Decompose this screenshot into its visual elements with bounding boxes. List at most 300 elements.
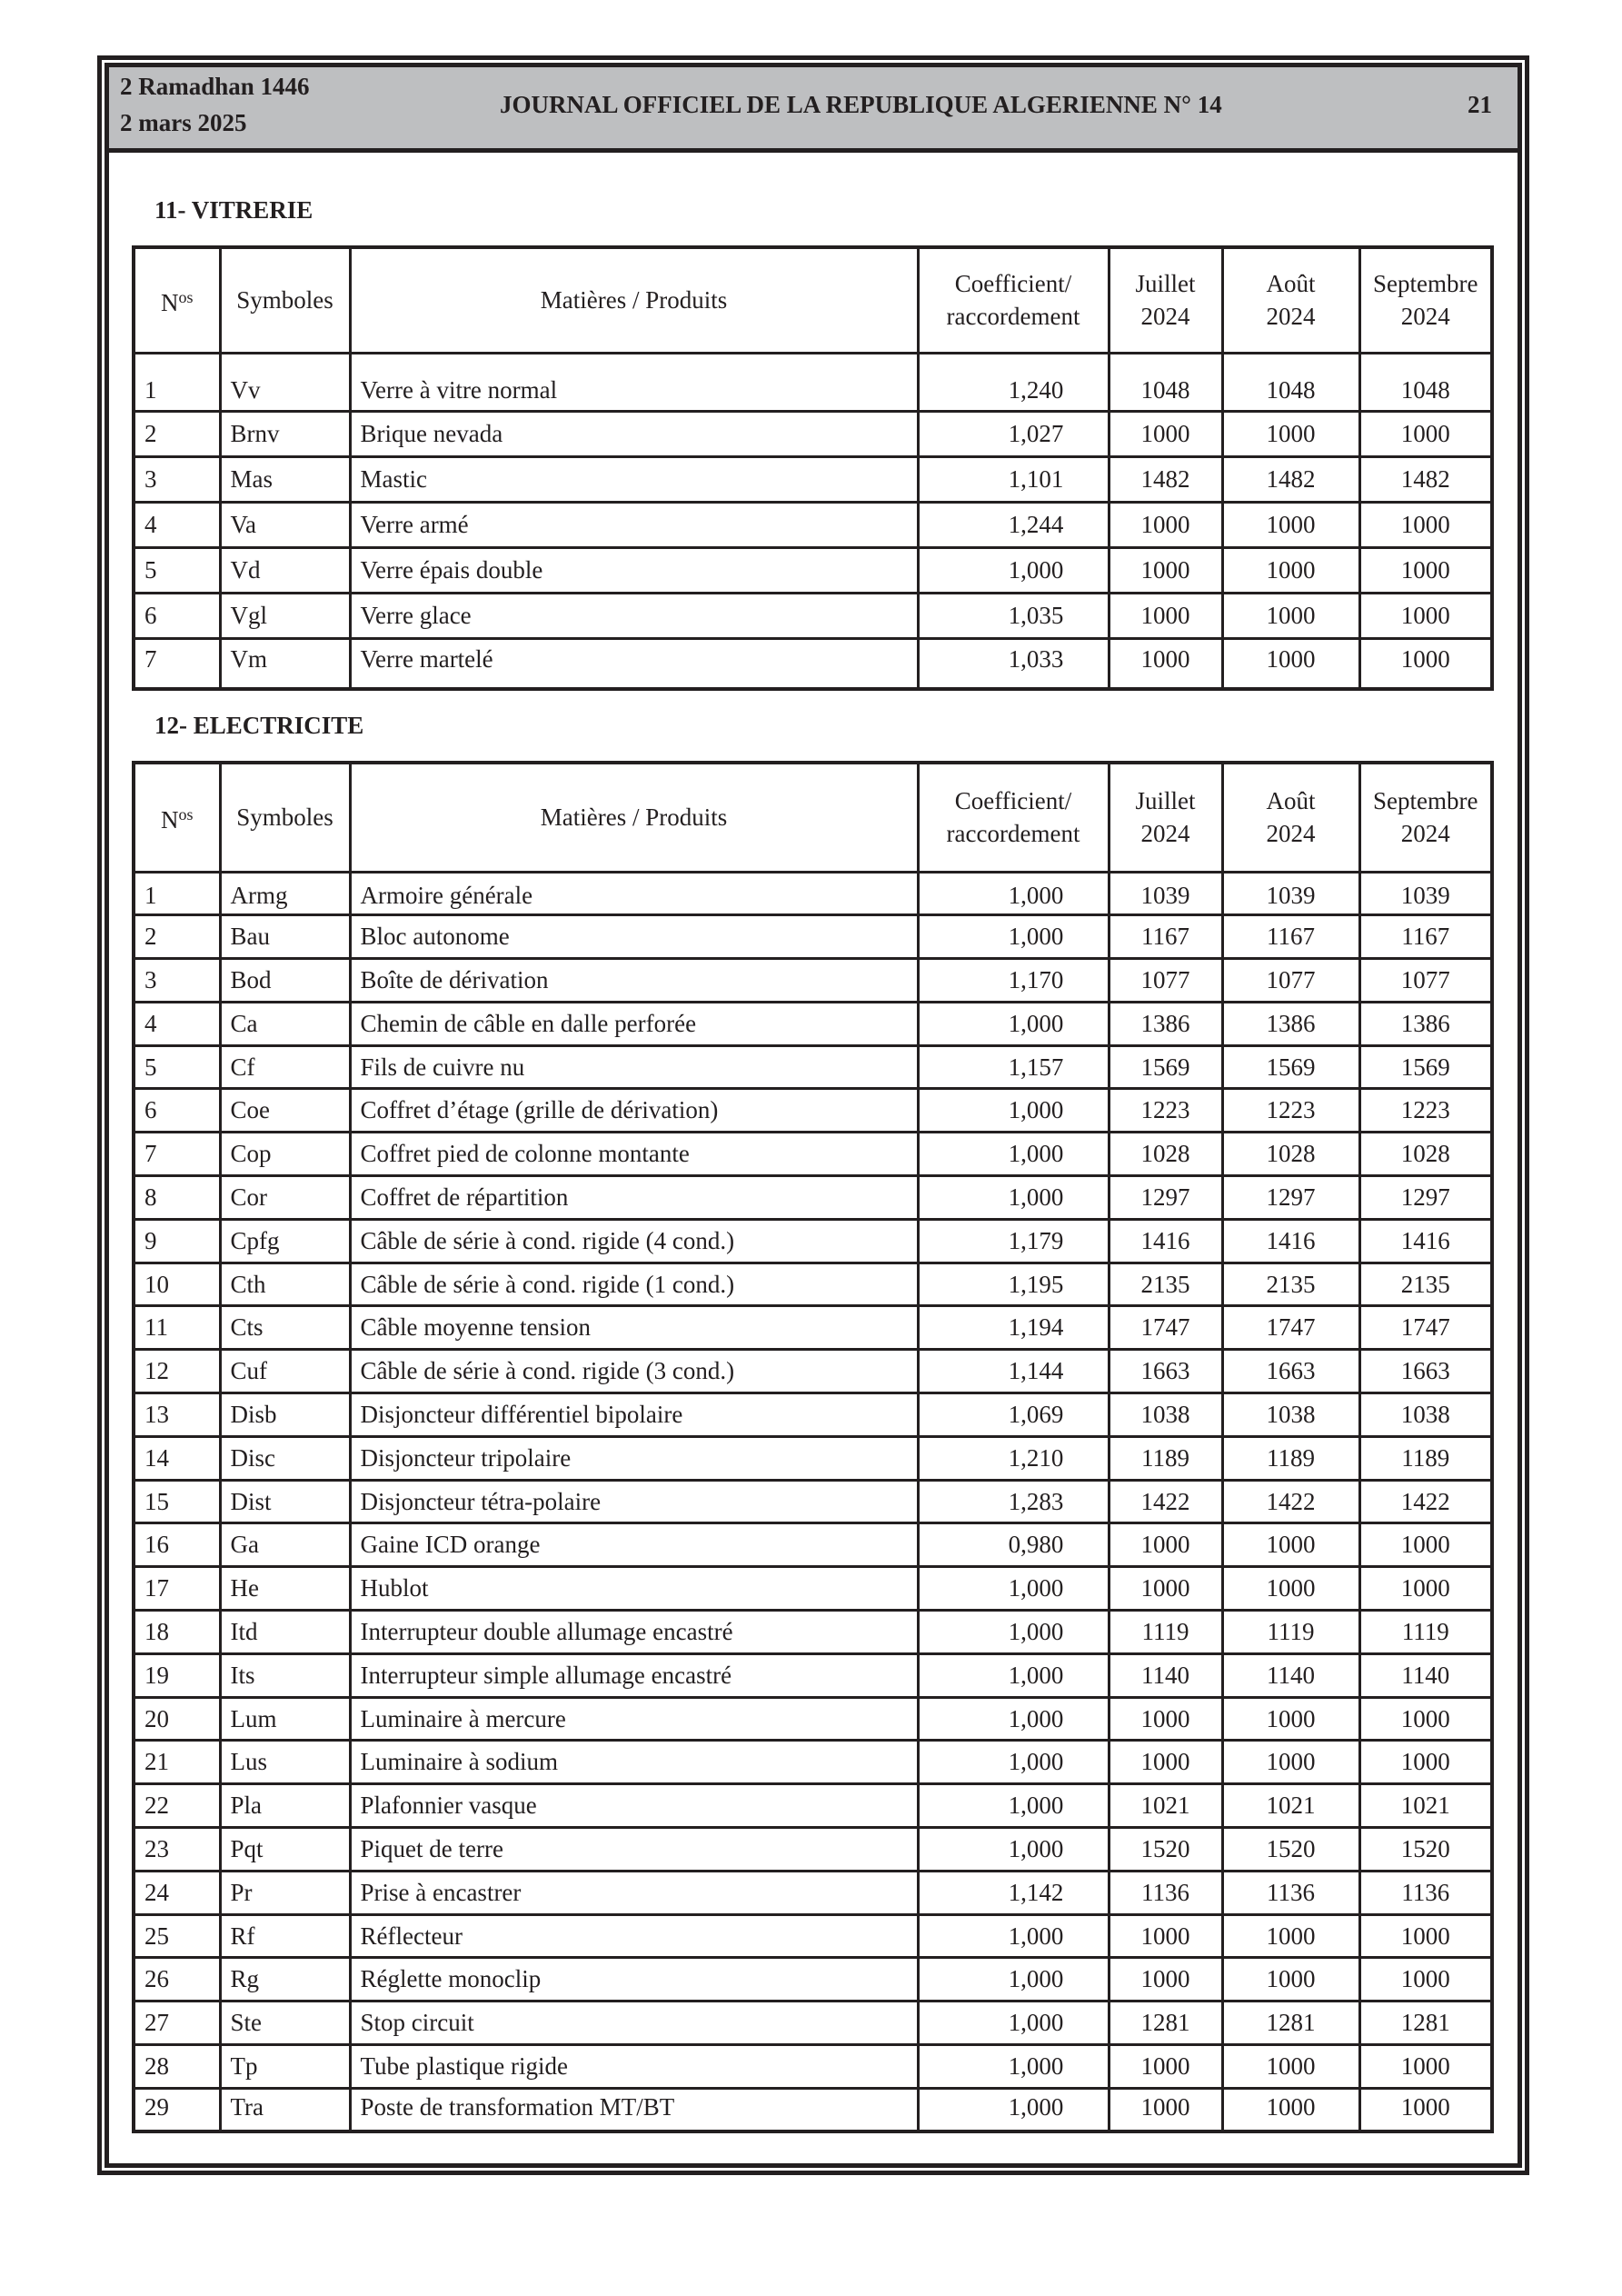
row-product: Disjoncteur différentiel bipolaire (350, 1393, 918, 1437)
row-product: Câble moyenne tension (350, 1306, 918, 1350)
row-symbol: Tra (220, 2088, 350, 2131)
row-product: Coffret d’étage (grille de dérivation) (350, 1089, 918, 1133)
row-coefficient: 1,000 (918, 1741, 1109, 1784)
row-number: 27 (134, 2002, 220, 2045)
col-header-july: Juillet 2024 (1109, 763, 1222, 872)
col-header-september: Septembre 2024 (1359, 247, 1492, 353)
row-symbol: Pqt (220, 1828, 350, 1872)
row-symbol: Coe (220, 1089, 350, 1133)
table-row (134, 638, 1492, 689)
table-row (134, 1133, 1492, 1176)
row-value-july: 1482 (1109, 456, 1222, 502)
row-number: 28 (134, 2045, 220, 2089)
row-product: Disjoncteur tétra-polaire (350, 1480, 918, 1523)
row-product: Interrupteur double allumage encastré (350, 1611, 918, 1654)
table-row (134, 1653, 1492, 1697)
table-header-row (134, 247, 1492, 353)
row-value-july: 1000 (1109, 638, 1222, 689)
row-coefficient: 1,157 (918, 1045, 1109, 1089)
row-product: Bloc autonome (350, 915, 918, 959)
row-value-august: 1520 (1222, 1828, 1359, 1872)
table-row (134, 1741, 1492, 1784)
row-symbol: Cop (220, 1133, 350, 1176)
col-header-coef: Coefficient/ raccordement (918, 247, 1109, 353)
row-value-september: 1119 (1359, 1611, 1492, 1654)
row-value-august: 1569 (1222, 1045, 1359, 1089)
row-product: Prise à encastrer (350, 1871, 918, 1914)
row-symbol: Disb (220, 1393, 350, 1437)
row-value-july: 1000 (1109, 1697, 1222, 1741)
row-value-september: 1281 (1359, 2002, 1492, 2045)
row-symbol: Ca (220, 1002, 350, 1045)
row-value-august: 1297 (1222, 1176, 1359, 1220)
row-product: Poste de transformation MT/BT (350, 2088, 918, 2131)
col-header-product: Matières / Produits (350, 763, 918, 872)
table-row (134, 2045, 1492, 2089)
table-row (134, 411, 1492, 456)
row-value-august: 1039 (1222, 872, 1359, 915)
row-symbol: Cts (220, 1306, 350, 1350)
row-product: Câble de série à cond. rigide (3 cond.) (350, 1350, 918, 1393)
row-product: Gaine ICD orange (350, 1523, 918, 1567)
row-value-july: 1747 (1109, 1306, 1222, 1350)
row-coefficient: 1,194 (918, 1306, 1109, 1350)
table-row (134, 1480, 1492, 1523)
row-value-september: 1000 (1359, 1567, 1492, 1611)
row-value-august: 1000 (1222, 502, 1359, 547)
row-symbol: Tp (220, 2045, 350, 2089)
row-symbol: Rf (220, 1914, 350, 1958)
row-coefficient: 1,283 (918, 1480, 1109, 1523)
row-product: Réglette monoclip (350, 1958, 918, 2002)
row-value-september: 1028 (1359, 1133, 1492, 1176)
row-value-september: 1223 (1359, 1089, 1492, 1133)
row-number: 4 (134, 1002, 220, 1045)
row-coefficient: 1,000 (918, 1697, 1109, 1741)
row-value-september: 1140 (1359, 1653, 1492, 1697)
row-number: 10 (134, 1263, 220, 1306)
row-product: Verre martelé (350, 638, 918, 689)
row-value-september: 1000 (1359, 1697, 1492, 1741)
table-row (134, 1089, 1492, 1133)
col-header-august: Août 2024 (1222, 763, 1359, 872)
table-row (134, 1958, 1492, 2002)
row-symbol: Va (220, 502, 350, 547)
table-row (134, 456, 1492, 502)
row-symbol: Mas (220, 456, 350, 502)
row-value-september: 1663 (1359, 1350, 1492, 1393)
row-product: Luminaire à mercure (350, 1697, 918, 1741)
row-value-august: 1000 (1222, 1523, 1359, 1567)
row-coefficient: 1,000 (918, 2002, 1109, 2045)
row-number: 18 (134, 1611, 220, 1654)
row-value-august: 1140 (1222, 1653, 1359, 1697)
row-value-september: 1189 (1359, 1436, 1492, 1480)
row-coefficient: 1,000 (918, 547, 1109, 593)
row-product: Verre à vitre normal (350, 353, 918, 411)
row-number: 21 (134, 1741, 220, 1784)
row-coefficient: 1,000 (918, 1784, 1109, 1828)
row-number: 26 (134, 1958, 220, 2002)
row-value-august: 1416 (1222, 1219, 1359, 1263)
row-coefficient: 1,142 (918, 1871, 1109, 1914)
table-row (134, 1263, 1492, 1306)
row-value-august: 1386 (1222, 1002, 1359, 1045)
row-value-september: 1000 (1359, 1741, 1492, 1784)
row-coefficient: 1,035 (918, 593, 1109, 638)
row-coefficient: 1,000 (918, 2088, 1109, 2131)
row-value-july: 1000 (1109, 1523, 1222, 1567)
row-number: 22 (134, 1784, 220, 1828)
table-row (134, 1002, 1492, 1045)
row-value-july: 1167 (1109, 915, 1222, 959)
row-value-july: 1000 (1109, 1567, 1222, 1611)
row-product: Câble de série à cond. rigide (1 cond.) (350, 1263, 918, 1306)
row-product: Piquet de terre (350, 1828, 918, 1872)
table-row (134, 1045, 1492, 1089)
row-coefficient: 1,195 (918, 1263, 1109, 1306)
row-symbol: Armg (220, 872, 350, 915)
row-value-july: 1140 (1109, 1653, 1222, 1697)
row-number: 2 (134, 411, 220, 456)
table-row (134, 1697, 1492, 1741)
row-value-august: 1281 (1222, 2002, 1359, 2045)
row-value-august: 1000 (1222, 1567, 1359, 1611)
row-value-july: 2135 (1109, 1263, 1222, 1306)
row-value-september: 1482 (1359, 456, 1492, 502)
row-value-july: 1048 (1109, 353, 1222, 411)
row-coefficient: 1,000 (918, 1958, 1109, 2002)
row-coefficient: 1,000 (918, 1828, 1109, 1872)
row-product: Brique nevada (350, 411, 918, 456)
row-symbol: Cf (220, 1045, 350, 1089)
table-row (134, 915, 1492, 959)
journal-title: JOURNAL OFFICIEL DE LA REPUBLIQUE ALGERIENNE N° 14 (500, 91, 1222, 118)
row-value-july: 1000 (1109, 2088, 1222, 2131)
row-number: 3 (134, 456, 220, 502)
table-row (134, 1219, 1492, 1263)
row-symbol: Vv (220, 353, 350, 411)
row-number: 24 (134, 1871, 220, 1914)
row-value-july: 1039 (1109, 872, 1222, 915)
table-row (134, 593, 1492, 638)
gregorian-date: 2 mars 2025 (120, 109, 247, 136)
row-value-september: 1048 (1359, 353, 1492, 411)
row-value-september: 1000 (1359, 2045, 1492, 2089)
row-symbol: Dist (220, 1480, 350, 1523)
col-header-september: Septembre 2024 (1359, 763, 1492, 872)
table-row (134, 1784, 1492, 1828)
row-value-august: 1021 (1222, 1784, 1359, 1828)
row-symbol: He (220, 1567, 350, 1611)
row-value-september: 1416 (1359, 1219, 1492, 1263)
row-symbol: Pla (220, 1784, 350, 1828)
row-value-august: 1422 (1222, 1480, 1359, 1523)
row-value-july: 1000 (1109, 411, 1222, 456)
row-product: Coffret de répartition (350, 1176, 918, 1220)
row-number: 3 (134, 959, 220, 1003)
row-value-september: 1000 (1359, 593, 1492, 638)
row-number: 5 (134, 547, 220, 593)
row-symbol: Ga (220, 1523, 350, 1567)
row-coefficient: 1,000 (918, 1002, 1109, 1045)
row-value-july: 1663 (1109, 1350, 1222, 1393)
row-number: 2 (134, 915, 220, 959)
row-symbol: Cuf (220, 1350, 350, 1393)
row-coefficient: 1,000 (918, 1176, 1109, 1220)
row-value-august: 1167 (1222, 915, 1359, 959)
row-symbol: Cor (220, 1176, 350, 1220)
row-number: 15 (134, 1480, 220, 1523)
row-number: 29 (134, 2088, 220, 2131)
row-coefficient: 0,980 (918, 1523, 1109, 1567)
row-value-july: 1028 (1109, 1133, 1222, 1176)
row-product: Boîte de dérivation (350, 959, 918, 1003)
row-value-september: 1747 (1359, 1306, 1492, 1350)
row-value-july: 1000 (1109, 547, 1222, 593)
row-value-july: 1000 (1109, 593, 1222, 638)
col-header-no: $N^{os}$ (134, 247, 220, 353)
row-value-august: 1000 (1222, 2045, 1359, 2089)
row-value-august: 1000 (1222, 2088, 1359, 2131)
row-value-august: 1223 (1222, 1089, 1359, 1133)
table-row (134, 547, 1492, 593)
row-number: 5 (134, 1045, 220, 1089)
row-value-september: 1297 (1359, 1176, 1492, 1220)
table-row (134, 1393, 1492, 1437)
row-value-july: 1223 (1109, 1089, 1222, 1133)
row-value-august: 1119 (1222, 1611, 1359, 1654)
row-product: Interrupteur simple allumage encastré (350, 1653, 918, 1697)
row-value-august: 1000 (1222, 547, 1359, 593)
row-coefficient: 1,000 (918, 1611, 1109, 1654)
row-coefficient: 1,170 (918, 959, 1109, 1003)
row-value-august: 1000 (1222, 1958, 1359, 2002)
row-number: 23 (134, 1828, 220, 1872)
table-row (134, 872, 1492, 915)
row-symbol: Bod (220, 959, 350, 1003)
table-row (134, 1828, 1492, 1872)
row-number: 9 (134, 1219, 220, 1263)
row-value-august: 2135 (1222, 1263, 1359, 1306)
row-value-august: 1038 (1222, 1393, 1359, 1437)
row-coefficient: 1,027 (918, 411, 1109, 456)
row-value-august: 1028 (1222, 1133, 1359, 1176)
row-product: Chemin de câble en dalle perforée (350, 1002, 918, 1045)
row-product: Mastic (350, 456, 918, 502)
row-symbol: Lus (220, 1741, 350, 1784)
row-value-september: 1136 (1359, 1871, 1492, 1914)
row-value-july: 1021 (1109, 1784, 1222, 1828)
row-value-august: 1189 (1222, 1436, 1359, 1480)
row-symbol: Itd (220, 1611, 350, 1654)
row-symbol: Ste (220, 2002, 350, 2045)
hijri-date: 2 Ramadhan 1446 (120, 73, 310, 100)
row-product: Plafonnier vasque (350, 1784, 918, 1828)
row-value-september: 1000 (1359, 2088, 1492, 2131)
section-title-electricite: 12- ELECTRICITE (154, 712, 364, 739)
row-coefficient: 1,000 (918, 915, 1109, 959)
row-symbol: Vm (220, 638, 350, 689)
row-value-august: 1000 (1222, 593, 1359, 638)
table-row (134, 1567, 1492, 1611)
section-title-vitrerie: 11- VITRERIE (154, 196, 313, 224)
col-header-product: Matières / Produits (350, 247, 918, 353)
row-symbol: Rg (220, 1958, 350, 2002)
row-coefficient: 1,244 (918, 502, 1109, 547)
row-coefficient: 1,000 (918, 1133, 1109, 1176)
table-row (134, 2002, 1492, 2045)
row-product: Luminaire à sodium (350, 1741, 918, 1784)
row-value-july: 1038 (1109, 1393, 1222, 1437)
col-header-no: $N^{os}$ (134, 763, 220, 872)
vitrerie-table (132, 245, 1494, 691)
col-header-august: Août 2024 (1222, 247, 1359, 353)
row-value-september: 2135 (1359, 1263, 1492, 1306)
row-value-september: 1422 (1359, 1480, 1492, 1523)
row-value-september: 1520 (1359, 1828, 1492, 1872)
row-value-september: 1021 (1359, 1784, 1492, 1828)
table-row (134, 1436, 1492, 1480)
table-row (134, 353, 1492, 411)
row-number: 8 (134, 1176, 220, 1220)
row-number: 1 (134, 872, 220, 915)
row-value-september: 1000 (1359, 1914, 1492, 1958)
table-row (134, 2088, 1492, 2131)
row-number: 17 (134, 1567, 220, 1611)
row-number: 11 (134, 1306, 220, 1350)
row-value-august: 1000 (1222, 411, 1359, 456)
row-number: 1 (134, 353, 220, 411)
row-value-august: 1482 (1222, 456, 1359, 502)
row-product: Réflecteur (350, 1914, 918, 1958)
row-value-july: 1077 (1109, 959, 1222, 1003)
row-coefficient: 1,000 (918, 1567, 1109, 1611)
row-coefficient: 1,101 (918, 456, 1109, 502)
row-value-august: 1000 (1222, 1697, 1359, 1741)
row-value-august: 1747 (1222, 1306, 1359, 1350)
row-product: Stop circuit (350, 2002, 918, 2045)
row-product: Verre armé (350, 502, 918, 547)
row-product: Verre glace (350, 593, 918, 638)
row-number: 7 (134, 638, 220, 689)
row-value-august: 1000 (1222, 638, 1359, 689)
row-coefficient: 1,000 (918, 1089, 1109, 1133)
row-symbol: Cpfg (220, 1219, 350, 1263)
row-symbol: Bau (220, 915, 350, 959)
row-value-july: 1520 (1109, 1828, 1222, 1872)
row-value-september: 1569 (1359, 1045, 1492, 1089)
table-row (134, 1350, 1492, 1393)
row-value-september: 1000 (1359, 638, 1492, 689)
row-symbol: Lum (220, 1697, 350, 1741)
row-value-september: 1000 (1359, 547, 1492, 593)
row-value-august: 1663 (1222, 1350, 1359, 1393)
row-number: 13 (134, 1393, 220, 1437)
table-row (134, 959, 1492, 1003)
col-header-symbol: Symboles (220, 763, 350, 872)
journal-header (109, 67, 1518, 153)
col-header-symbol: Symboles (220, 247, 350, 353)
row-symbol: Disc (220, 1436, 350, 1480)
row-value-july: 1136 (1109, 1871, 1222, 1914)
row-number: 12 (134, 1350, 220, 1393)
table-row (134, 1871, 1492, 1914)
row-number: 6 (134, 593, 220, 638)
row-product: Tube plastique rigide (350, 2045, 918, 2089)
row-value-july: 1000 (1109, 502, 1222, 547)
table-row (134, 1611, 1492, 1654)
table-row (134, 1914, 1492, 1958)
col-header-july: Juillet 2024 (1109, 247, 1222, 353)
row-product: Verre épais double (350, 547, 918, 593)
row-number: 19 (134, 1653, 220, 1697)
table-row (134, 502, 1492, 547)
row-symbol: Its (220, 1653, 350, 1697)
row-coefficient: 1,000 (918, 1914, 1109, 1958)
row-coefficient: 1,144 (918, 1350, 1109, 1393)
row-value-august: 1048 (1222, 353, 1359, 411)
row-coefficient: 1,000 (918, 2045, 1109, 2089)
row-product: Disjoncteur tripolaire (350, 1436, 918, 1480)
row-value-august: 1136 (1222, 1871, 1359, 1914)
row-symbol: Pr (220, 1871, 350, 1914)
row-value-july: 1000 (1109, 1741, 1222, 1784)
row-symbol: Vgl (220, 593, 350, 638)
row-value-august: 1000 (1222, 1741, 1359, 1784)
row-product: Câble de série à cond. rigide (4 cond.) (350, 1219, 918, 1263)
col-header-coef: Coefficient/ raccordement (918, 763, 1109, 872)
row-coefficient: 1,210 (918, 1436, 1109, 1480)
row-product: Coffret pied de colonne montante (350, 1133, 918, 1176)
row-symbol: Vd (220, 547, 350, 593)
row-number: 25 (134, 1914, 220, 1958)
row-coefficient: 1,033 (918, 638, 1109, 689)
row-value-september: 1077 (1359, 959, 1492, 1003)
row-coefficient: 1,179 (918, 1219, 1109, 1263)
row-value-july: 1281 (1109, 2002, 1222, 2045)
row-value-september: 1386 (1359, 1002, 1492, 1045)
row-value-july: 1000 (1109, 2045, 1222, 2089)
table-row (134, 1306, 1492, 1350)
row-value-september: 1167 (1359, 915, 1492, 959)
row-coefficient: 1,069 (918, 1393, 1109, 1437)
row-symbol: Brnv (220, 411, 350, 456)
row-value-september: 1000 (1359, 1523, 1492, 1567)
row-value-july: 1569 (1109, 1045, 1222, 1089)
row-coefficient: 1,000 (918, 872, 1109, 915)
row-number: 14 (134, 1436, 220, 1480)
row-product: Armoire générale (350, 872, 918, 915)
row-number: 7 (134, 1133, 220, 1176)
row-value-september: 1000 (1359, 411, 1492, 456)
row-value-july: 1189 (1109, 1436, 1222, 1480)
row-number: 20 (134, 1697, 220, 1741)
row-number: 16 (134, 1523, 220, 1567)
row-value-july: 1386 (1109, 1002, 1222, 1045)
row-value-july: 1422 (1109, 1480, 1222, 1523)
row-product: Hublot (350, 1567, 918, 1611)
row-coefficient: 1,000 (918, 1653, 1109, 1697)
table-row (134, 1176, 1492, 1220)
row-value-july: 1416 (1109, 1219, 1222, 1263)
row-value-july: 1000 (1109, 1958, 1222, 2002)
row-value-september: 1038 (1359, 1393, 1492, 1437)
table-row (134, 1523, 1492, 1567)
row-value-september: 1000 (1359, 1958, 1492, 2002)
row-value-august: 1077 (1222, 959, 1359, 1003)
row-value-september: 1000 (1359, 502, 1492, 547)
